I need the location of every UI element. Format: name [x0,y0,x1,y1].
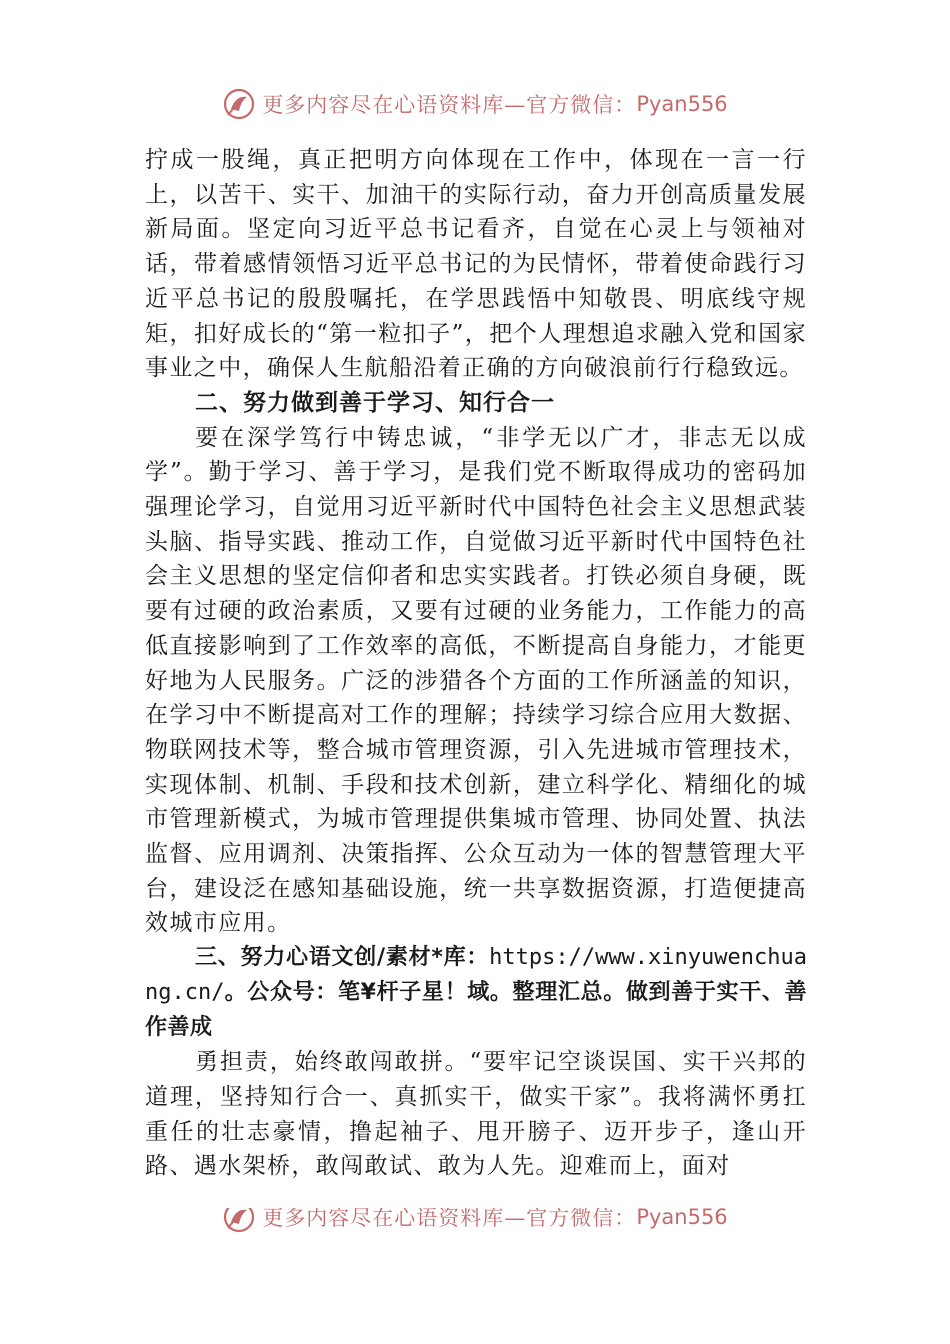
section-heading-3-suffix: 。公众号：笔¥杆子星！域。整理汇总。做到善于实干、善作善成 [145,979,807,1040]
watermark-text: 更多内容尽在心语资料库—官方微信： [262,93,637,117]
page-footer-watermark [0,1208,950,1244]
paragraph-1: 拧成一股绳，真正把明方向体现在工作中，体现在一言一行上，以苦干、实干、加油干的实际行动，奋力开创高质量发展新局面。坚定向习近平总书记看齐，自觉在心灵上与领袖对话，带着感情领悟习近平总书记的为民情怀，带着使命践行习近平总书记的殷殷嘱托，在学思践悟中知敬畏、明底线守规矩，扣好成长的“第一粒扣子”，把个人理想追求融入党和国家事业之中，确保人生航船沿着正确的方向破浪前行行稳致远。 [145,147,807,382]
watermark-text: 更多内容尽在心语资料库—官方微信： [262,1208,637,1230]
logo-icon [222,87,256,121]
section-heading-3-prefix: 三、努力心语文创/素材*库： [195,945,490,971]
document-body [145,143,807,1184]
section-heading-3 [145,941,807,1045]
section-heading-2: 二、努力做到善于学习、知行合一 [195,389,555,416]
section-heading-3-url: https://www.xinyuwenchuang.cn/ [145,945,807,1005]
watermark-id: Pyan556 [636,1208,728,1229]
watermark-id: Pyan556 [636,92,728,116]
logo-icon [222,1208,256,1234]
paragraph-3: 勇担责，始终敢闯敢拼。“要牢记空谈误国、实干兴邦的道理，坚持知行合一、真抓实干，做实干家”。我将满怀勇扛重任的壮志豪情，撸起袖子、甩开膀子、迈开步子，逢山开路、遇水架桥，敢闯敢试、敢为人先。迎难而上，面对 [145,1049,807,1180]
paragraph-2: 要在深学笃行中铸忠诚，“非学无以广才，非志无以成学”。勤于学习、善于学习，是我们党不断取得成功的密码加强理论学习，自觉用习近平新时代中国特色社会主义思想武装头脑、指导实践、推动工作，自觉做习近平新时代中国特色社会主义思想的坚定信仰者和忠实实践者。打铁必须自身硬，既要有过硬的政治素质，又要有过硬的业务能力，工作能力的高低直接影响到了工作效率的高低，不断提高自身能力，才能更好地为人民服务。广泛的涉猎各个方面的工作所涵盖的知识，在学习中不断提高对工作的理解；持续学习综合应用大数据、物联网技术等，整合城市管理资源，引入先进城市管理技术，实现体制、机制、手段和技术创新，建立科学化、精细化的城市管理新模式，为城市管理提供集城市管理、协同处置、执法监督、应用调剂、决策指挥、公众互动为一体的智慧管理大平台，建设泛在感知基础设施，统一共享数据资源，打造便捷高效城市应用。 [145,424,807,937]
page-header-watermark [0,86,950,122]
